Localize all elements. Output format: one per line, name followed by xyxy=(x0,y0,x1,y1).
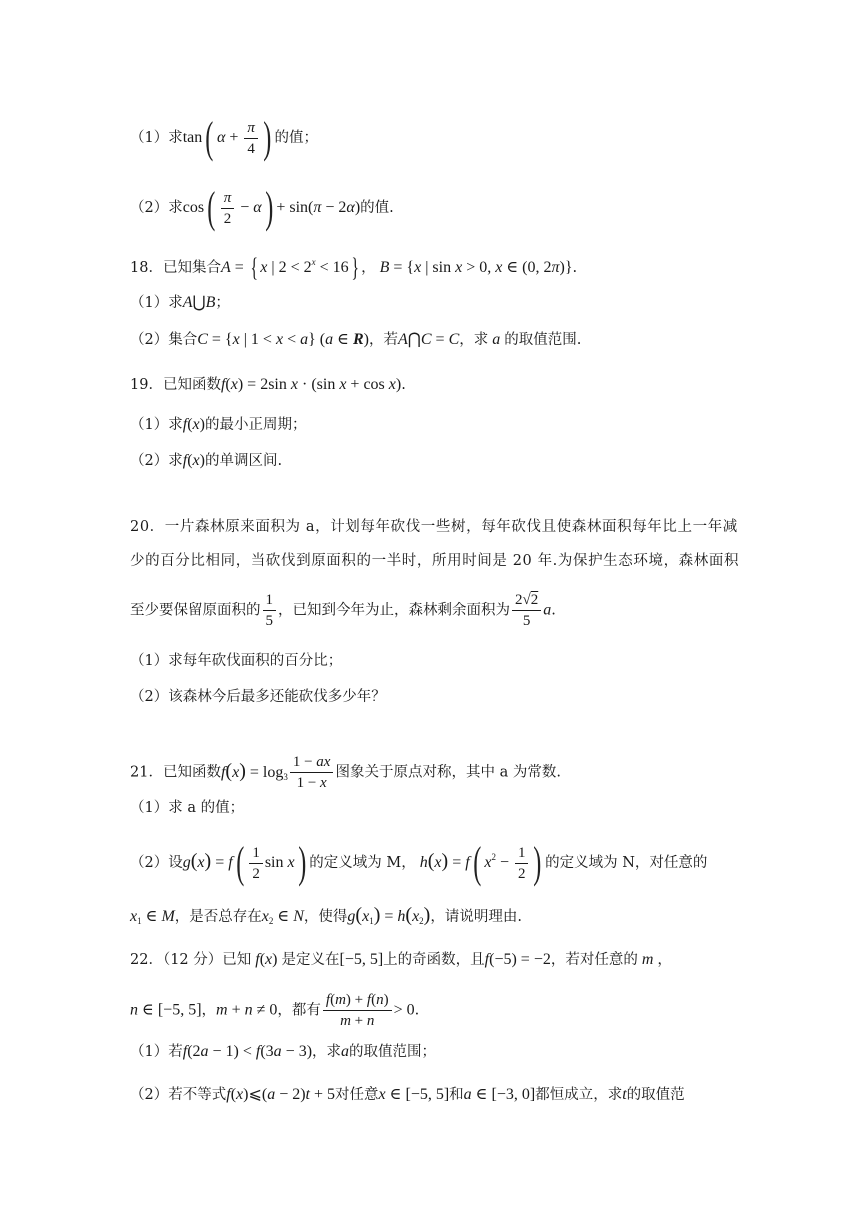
fraction-one-half: $\frac{1}{2}$ xyxy=(249,843,263,884)
q18-part2: （2）集合C = {x | 1 < x < a} (a ∈ R)，若A⋂C = C，求 a 的取值范围. xyxy=(130,331,582,348)
q21-part2-line2: $x_1$ ∈ M，是否总存在$x_2$ ∈ N，使得$g(x_1) = h(x_2)$，请说明理由. xyxy=(130,904,522,926)
q20-line1: 20．一片森林原来面积为 a，计划每年砍伐一些树，每年砍伐且使森林面积每年比上一年减 xyxy=(130,519,738,535)
q20-part2: （2）该森林今后最多还能砍伐多少年？ xyxy=(130,689,386,705)
q22-part2: （2）若不等式f(x)⩽(a − 2)t + 5对任意x ∈ [−5, 5]和a ∈ [−3, 0]都恒成立，求t的取值范 xyxy=(130,1086,685,1103)
q17-part2: （2）求cos( $\frac{\pi}{2}$ − α) + sin(π − 2α)的值. xyxy=(130,183,394,232)
q20-line3: 至少要保留原面积的 $\frac{1}{5}$ ，已知到今年为止，森林剩余面积为 $\frac{2√2}{5}$ a. xyxy=(130,592,556,629)
fraction-condition: $\frac{f(m) + f(n)}{m + n}$ xyxy=(323,990,392,1031)
set-a: A = { x | $2 < 2^x < 16$} xyxy=(220,253,359,283)
q19-part1: （1）求f(x)的最小正周期； xyxy=(130,416,307,433)
fraction-pi-over-4: $\frac{\pi}{4}$ xyxy=(244,118,258,159)
q20-line2: 少的百分比相同，当砍伐到原面积的一半时，所用时间是 20 年.为保护生态环境，森林面积 xyxy=(130,553,740,569)
set-b: B = {x | sin x > 0, x ∈ (0, 2π)} xyxy=(379,259,573,276)
q21-part1: （1）求 a 的值； xyxy=(130,800,245,816)
q18-stem: 18．已知集合A = { x | $2 < 2^x < 16$} ， B = {x | sin x > 0, x ∈ (0, 2π)}. xyxy=(130,253,578,283)
q20-part1: （1）求每年砍伐面积的百分比； xyxy=(130,653,343,669)
fraction-two-root-two-fifths: $\frac{2√2}{5}$ xyxy=(512,590,541,631)
q18-part1: （1）求A⋃B； xyxy=(130,294,230,311)
q21-stem: 21．已知函数$f(x) = \log_3$ $\frac{1 - ax}{1 - x}$ 图象关于原点对称，其中 a 为常数. xyxy=(130,754,561,791)
q22-part1: （1）若f(2a − 1) < f(3a − 3)，求a的取值范围； xyxy=(130,1043,437,1060)
q21-part2-line1: （2）设g(x) = f( $\frac{1}{2}$ sin x) 的定义域为 M， h(x) = f( $x^2$ − $\frac{1}{2}$ ) 的定义域为 N，对任意的 xyxy=(130,838,708,887)
q19-part2: （2）求f(x)的单调区间. xyxy=(130,452,283,469)
fraction-one-fifth: $\frac{1}{5}$ xyxy=(263,590,277,631)
q19-stem: 19．已知函数f(x) = 2sin x · (sin x + cos x). xyxy=(130,376,406,393)
fraction-log-argument: $\frac{1 - ax}{1 - x}$ xyxy=(290,752,334,793)
q22-stem-line2: n ∈ [−5, 5]，m + n ≠ 0，都有 $\frac{f(m) + f(n)}{m + n}$ > 0. xyxy=(130,992,420,1029)
fraction-one-half-2: $\frac{1}{2}$ xyxy=(515,843,529,884)
q22-stem-line1: 22．（12 分）已知 f(x) 是定义在[−5, 5]上的奇函数，且f(−5) = −2，若对任意的 m ， xyxy=(130,951,672,968)
fraction-pi-over-2: $\frac{\pi}{2}$ xyxy=(221,188,235,229)
q17-part1: （1）求tan( α + $\frac{\pi}{4}$ ) 的值； xyxy=(130,113,319,162)
math-tan: tan xyxy=(182,129,203,146)
